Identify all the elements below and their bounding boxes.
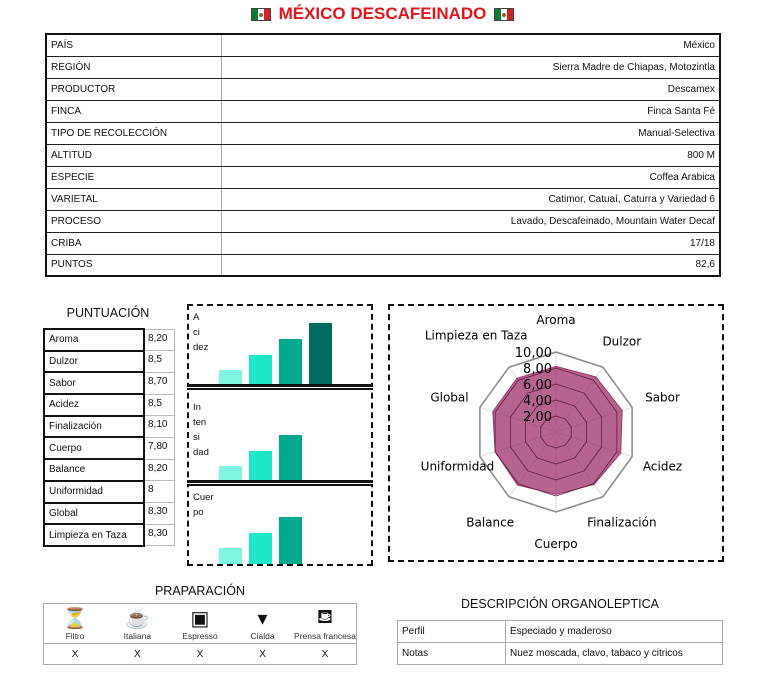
- bar-panel-acidez: [189, 306, 371, 386]
- label-line: ten: [193, 417, 207, 428]
- score-row: [44, 459, 174, 481]
- score-label: Aroma: [44, 329, 144, 351]
- prep-label: Espresso: [182, 631, 218, 641]
- radar-category-label: Limpieza en Taza: [424, 328, 528, 343]
- info-row: [46, 144, 720, 166]
- desc-title: DESCRIPCIÓN ORGANOLEPTICA: [461, 597, 659, 611]
- info-label: REGIÓN: [46, 56, 221, 78]
- score-label: Balance: [44, 459, 144, 481]
- score-row: [44, 503, 174, 525]
- radar-category-label: Acidez: [642, 459, 683, 474]
- score-value: 8,20: [144, 329, 174, 351]
- level-bar: [279, 339, 302, 386]
- score-value: 8,30: [144, 524, 174, 546]
- info-value: Coffea Arabica: [221, 166, 720, 188]
- info-label: ESPECIE: [46, 166, 221, 188]
- score-value: 8: [144, 481, 174, 503]
- bar-panels: [187, 304, 373, 566]
- score-row: [44, 524, 174, 546]
- level-bar: [249, 355, 272, 387]
- info-label: PROCESO: [46, 210, 221, 232]
- radar-category-label: Uniformidad: [420, 459, 495, 474]
- score-value: 8,30: [144, 503, 174, 525]
- radar-tick-label: 2,00: [523, 410, 552, 425]
- info-row: [46, 56, 720, 78]
- score-row: [44, 351, 174, 373]
- info-value: Descamex: [221, 78, 720, 100]
- level-bar: [279, 435, 302, 482]
- score-value: 8,70: [144, 372, 174, 394]
- radar-category-label: Balance: [466, 515, 515, 530]
- label-line: In: [193, 402, 201, 413]
- label-line: Cuer: [193, 492, 214, 503]
- info-value: Sierra Madre de Chiapas, Motozintla: [221, 56, 720, 78]
- prep-mark: X: [44, 644, 107, 665]
- score-row: [44, 394, 174, 416]
- radar-category-label: Aroma: [536, 313, 576, 327]
- mexico-flag-icon: [494, 8, 514, 21]
- radar-tick-label: 8,00: [523, 362, 552, 377]
- score-row: [44, 372, 174, 394]
- desc-value: Especiado y maderoso: [506, 621, 723, 643]
- label-line: dad: [193, 447, 209, 458]
- info-value: 800 M: [221, 144, 720, 166]
- radar-tick-label: 10,00: [514, 346, 552, 361]
- info-value: Catimor, Catuaí, Caturra y Variedad 6: [221, 188, 720, 210]
- radar-chart: [388, 304, 724, 562]
- radar-tick-label: 4,00: [523, 394, 552, 409]
- score-row: [44, 437, 174, 459]
- chemex-icon: ⏳: [62, 608, 88, 630]
- score-value: 8,10: [144, 416, 174, 438]
- prep-label: Cialda: [250, 631, 275, 641]
- prep-method: [231, 604, 294, 644]
- score-row: [44, 329, 174, 351]
- prep-method: [44, 604, 107, 644]
- prep-label: Italiana: [123, 631, 152, 641]
- level-bar: [309, 323, 332, 386]
- label-line: ci: [193, 327, 200, 338]
- radar-category-label: Cuerpo: [534, 537, 578, 551]
- desc-row: [398, 643, 723, 665]
- bar-panel-cuerpo: [189, 486, 371, 564]
- desc-label: Notas: [398, 643, 506, 665]
- info-label: ALTITUD: [46, 144, 221, 166]
- espresso-machine-icon: ▣: [190, 608, 210, 630]
- info-label: FINCA: [46, 100, 221, 122]
- scores-table: [43, 328, 175, 547]
- moka-pot-icon: ☕: [124, 608, 150, 630]
- score-label: Global: [44, 503, 144, 525]
- prep-mark: X: [231, 644, 294, 665]
- prep-title: PRAPARACIÓN: [154, 584, 246, 598]
- bar-panel-label: [193, 490, 214, 520]
- score-label: Limpieza en Taza: [44, 524, 144, 546]
- level-bar: [249, 533, 272, 565]
- score-label: Dulzor: [44, 351, 144, 373]
- organoleptic-table: [397, 620, 723, 665]
- bar-panel-label: [193, 400, 209, 460]
- info-value: 17/18: [221, 232, 720, 254]
- level-bar: [219, 548, 242, 564]
- label-line: A: [193, 312, 200, 323]
- bar-panel-label: [193, 310, 208, 355]
- info-label: PRODUCTOR: [46, 78, 221, 100]
- panel-divider: [187, 384, 373, 390]
- score-label: Sabor: [44, 372, 144, 394]
- label-line: si: [193, 432, 200, 443]
- score-value: 8,5: [144, 351, 174, 373]
- desc-label: Perfil: [398, 621, 506, 643]
- info-row: [46, 122, 720, 144]
- score-label: Uniformidad: [44, 481, 144, 503]
- prep-label: Prensa francesa: [293, 631, 356, 641]
- page-title: [0, 4, 765, 24]
- radar-category-label: Dulzor: [602, 334, 642, 349]
- prep-mark: X: [106, 644, 169, 665]
- radar-category-label: Global: [430, 390, 469, 405]
- prep-mark: X: [294, 644, 357, 665]
- info-label: PAÍS: [46, 34, 221, 56]
- info-label: TIPO DE RECOLECCIÓN: [46, 122, 221, 144]
- mexico-flag-icon: [251, 8, 271, 21]
- prep-method: [169, 604, 232, 644]
- label-line: dez: [193, 342, 209, 353]
- french-press-icon: ⛾: [316, 606, 334, 628]
- info-row: [46, 188, 720, 210]
- info-row: [46, 254, 720, 276]
- score-row: [44, 416, 174, 438]
- score-value: 7,80: [144, 437, 174, 459]
- label-line: po: [193, 507, 204, 518]
- origin-table: [45, 33, 721, 277]
- pod-icon: ▾: [257, 608, 268, 630]
- info-value: Manual-Selectiva: [221, 122, 720, 144]
- info-value: México: [221, 34, 720, 56]
- info-value: Finca Santa Fé: [221, 100, 720, 122]
- score-label: Acidez: [44, 394, 144, 416]
- score-label: Cuerpo: [44, 437, 144, 459]
- info-row: [46, 34, 720, 56]
- info-row: [46, 78, 720, 100]
- info-row: [46, 100, 720, 122]
- preparation-table: [43, 603, 357, 665]
- prep-method: [106, 604, 169, 644]
- desc-row: [398, 621, 723, 643]
- info-row: [46, 232, 720, 254]
- prep-label: Filtro: [65, 631, 85, 641]
- score-value: 8,5: [144, 394, 174, 416]
- radar-tick-label: 6,00: [523, 378, 552, 393]
- info-label: CRIBA: [46, 232, 221, 254]
- info-label: VARIETAL: [46, 188, 221, 210]
- radar-category-label: Sabor: [645, 390, 680, 405]
- info-row: [46, 166, 720, 188]
- bar-panel-intensidad: [189, 396, 371, 482]
- score-label: Finalización: [44, 416, 144, 438]
- info-label: PUNTOS: [46, 254, 221, 276]
- info-value: 82,6: [695, 259, 715, 271]
- desc-value: Nuez moscada, clavo, tabaco y citricos: [506, 643, 723, 665]
- info-value: Lavado, Descafeinado, Mountain Water Decaf: [221, 210, 720, 232]
- title-text: MÉXICO DESCAFEINADO: [278, 4, 487, 23]
- prep-method: [294, 604, 357, 644]
- score-row: [44, 481, 174, 503]
- radar-category-label: Finalización: [587, 515, 657, 530]
- level-bar: [249, 451, 272, 483]
- score-value: 8,20: [144, 459, 174, 481]
- scores-title: PUNTUACIÓN: [66, 306, 150, 320]
- level-bar: [279, 517, 302, 564]
- info-row: [46, 210, 720, 232]
- prep-mark: X: [169, 644, 232, 665]
